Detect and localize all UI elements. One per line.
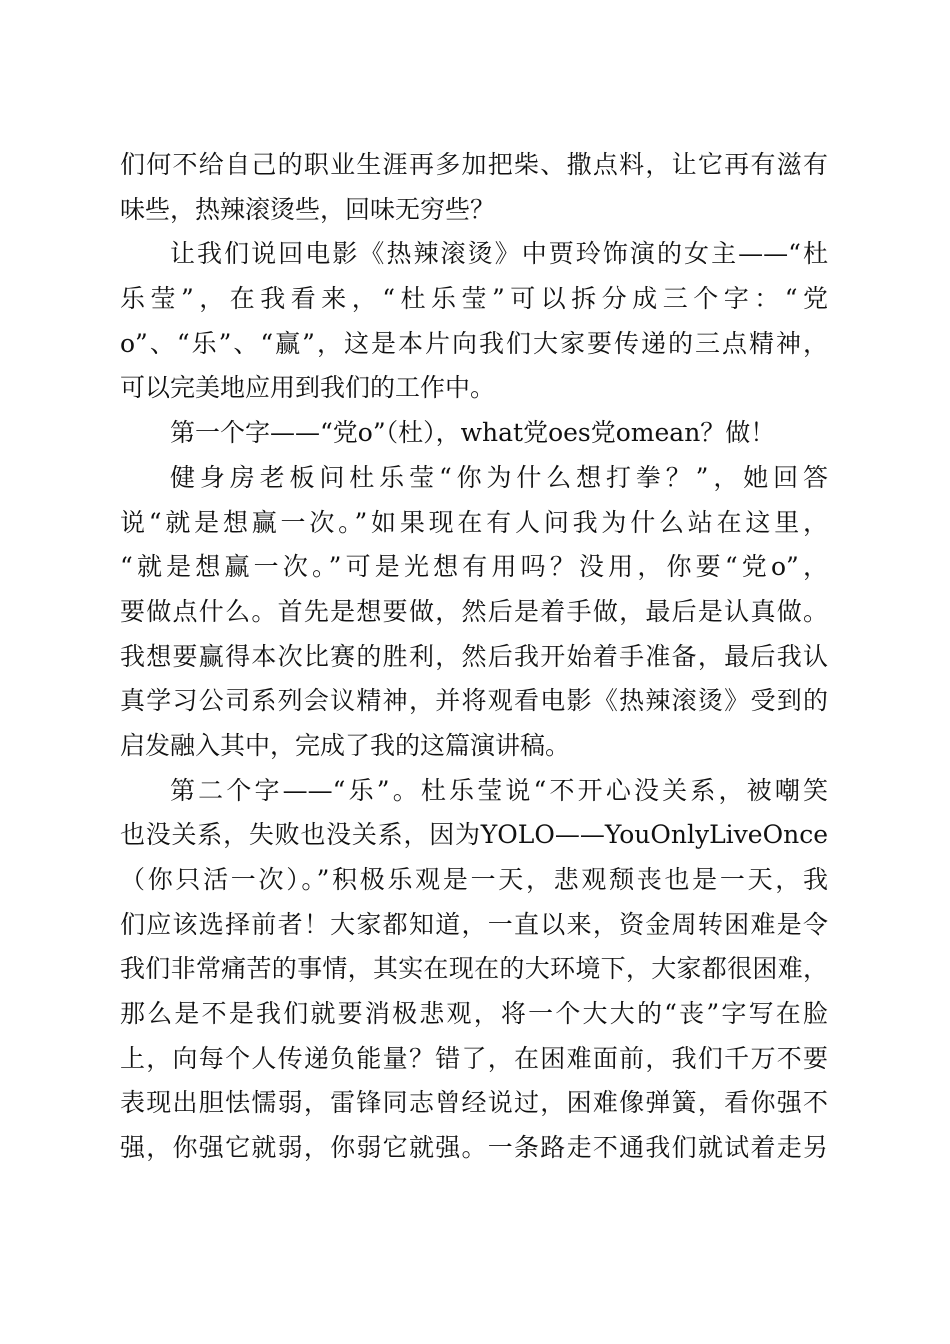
- section-heading-line: 第一个字——“党o”（杜），what党oes党omean？做！: [170, 418, 776, 448]
- text-line: 乐莹”，在我看来，“杜乐莹”可以拆分成三个字：“党: [120, 284, 828, 314]
- text-line: “就是想赢一次。”可是光想有用吗？没用，你要“党o”，: [120, 552, 828, 582]
- text-line: 说“就是想赢一次。”如果现在有人问我为什么站在这里，: [120, 507, 828, 537]
- text-line: 上，向每个人传递负能量？错了，在困难面前，我们千万不要: [120, 1043, 828, 1073]
- paragraph: [120, 411, 828, 456]
- text-line: 真学习公司系列会议精神，并将观看电影《热辣滚烫》受到的: [120, 686, 828, 716]
- paragraph: [120, 769, 828, 1171]
- text-line: 第二个字——“乐”。杜乐莹说“不开心没关系，被嘲笑: [170, 775, 828, 805]
- text-line: 味些，热辣滚烫些，回味无穷些？: [120, 194, 496, 224]
- text-line: 强，你强它就弱，你弱它就强。一条路走不通我们就试着走另: [120, 1133, 828, 1163]
- paragraph: [120, 143, 828, 232]
- text-line: o”、“乐”、“赢”，这是本片向我们大家要传递的三点精神，: [120, 328, 828, 358]
- text-line: 可以完美地应用到我们的工作中。: [120, 373, 496, 403]
- document-body: [120, 143, 828, 1171]
- text-line: 启发融入其中，完成了我的这篇演讲稿。: [120, 730, 571, 760]
- text-line: 也没关系，失败也没关系，因为YOLO——YouOnlyLiveOnce: [120, 820, 828, 850]
- paragraph: [120, 232, 828, 411]
- text-line: 表现出胆怯懦弱，雷锋同志曾经说过，困难像弹簧，看你强不: [120, 1088, 828, 1118]
- text-line: 们应该选择前者！大家都知道，一直以来，资金周转困难是令: [120, 909, 828, 939]
- text-line: 们何不给自己的职业生涯再多加把柴、撒点料，让它再有滋有: [120, 150, 828, 179]
- text-line: 我想要赢得本次比赛的胜利，然后我开始着手准备，最后我认: [120, 641, 828, 671]
- text-line: （你只活一次）。”积极乐观是一天，悲观颓丧也是一天，我: [120, 865, 828, 894]
- paragraph: [120, 456, 828, 769]
- text-line: 我们非常痛苦的事情，其实在现在的大环境下，大家都很困难，: [120, 954, 828, 984]
- text-line: 让我们说回电影《热辣滚烫》中贾玲饰演的女主——“杜: [170, 239, 828, 269]
- text-line: 要做点什么。首先是想要做，然后是着手做，最后是认真做。: [120, 596, 828, 626]
- text-line: 健身房老板问杜乐莹“你为什么想打拳？”，她回答: [170, 462, 828, 492]
- text-line: 那么是不是我们就要消极悲观，将一个大大的“丧”字写在脸: [120, 999, 828, 1029]
